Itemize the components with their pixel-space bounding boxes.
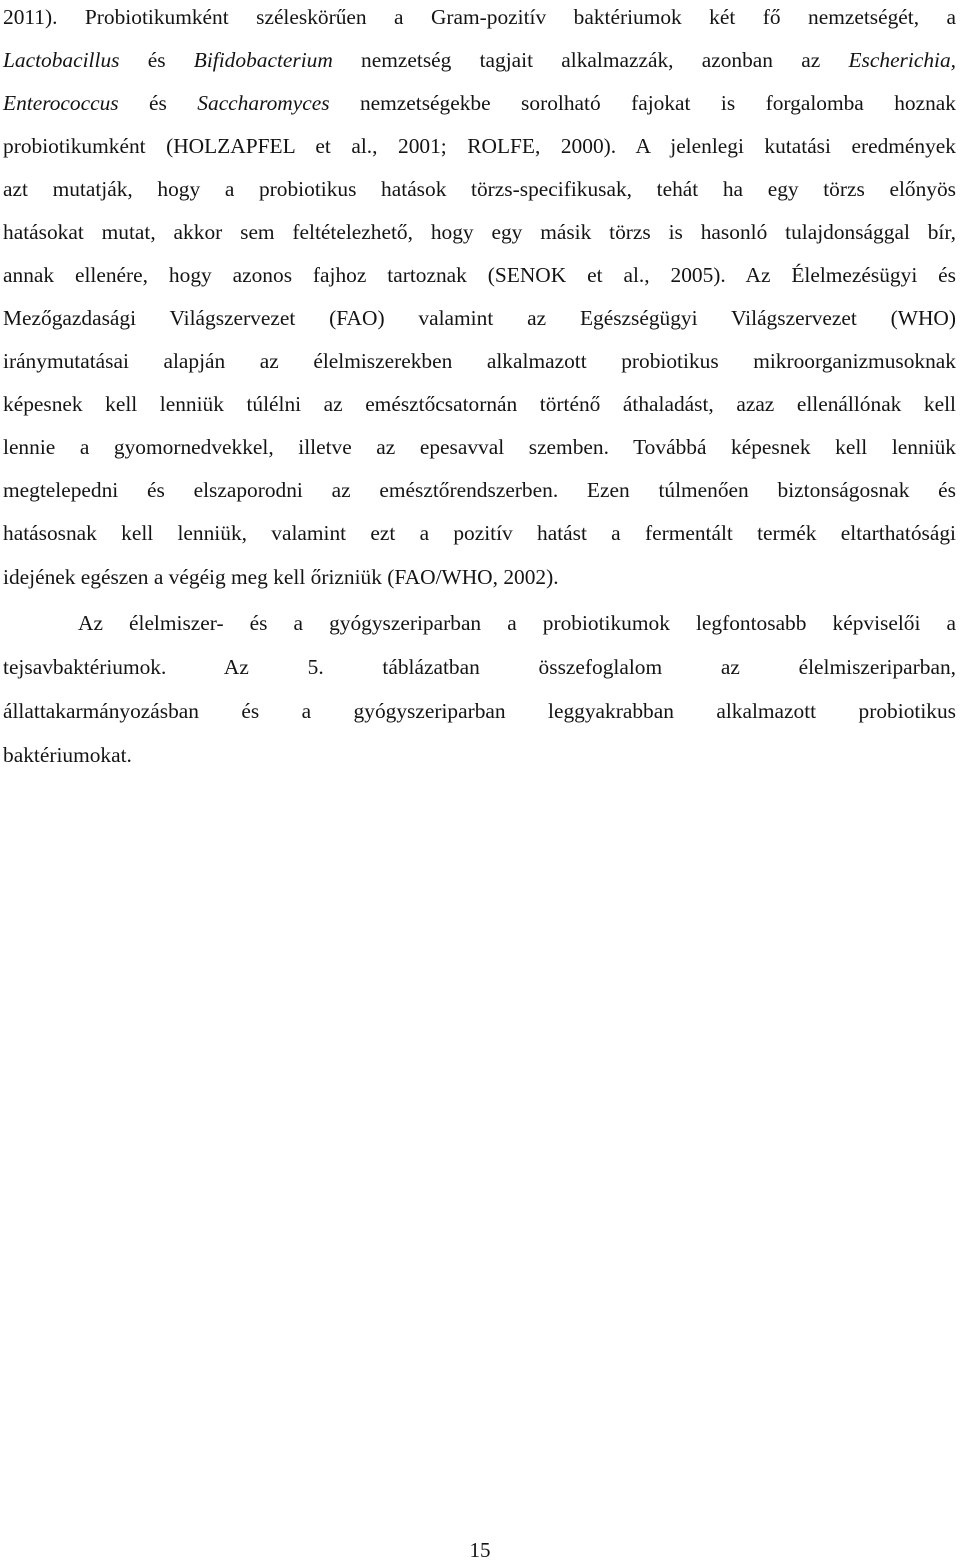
text-segment: nemzetség tagjait alkalmazzák, azonban az	[332, 48, 849, 72]
text-segment: és	[119, 48, 194, 72]
text-line	[3, 738, 956, 772]
text-segment: tejsavbaktériumok. Az 5. táblázatban összefoglalom az élelmiszeriparban,	[3, 655, 956, 679]
italic-genus-name: Saccharomyces	[197, 91, 330, 115]
text-line	[3, 650, 956, 684]
text-line	[3, 560, 956, 594]
text-segment: idejének egészen a végéig meg kell őrizniük (FAO/WHO, 2002).	[3, 565, 559, 589]
text-segment: annak ellenére, hogy azonos fajhoz tartoznak (SENOK et al., 2005). Az Élelmezésügyi és	[3, 263, 956, 287]
text-segment: állattakarmányozásban és a gyógyszeriparban leggyakrabban alkalmazott probiotikus	[3, 699, 956, 723]
text-line	[78, 606, 956, 640]
text-segment: azt mutatják, hogy a probiotikus hatások törzs-specifikusak, tehát ha egy törzs előnyös	[3, 177, 956, 201]
text-segment: lennie a gyomornedvekkel, illetve az epesavval szemben. Továbbá képesnek kell lenniük	[3, 435, 956, 459]
page-number: 15	[469, 1538, 491, 1562]
text-line	[3, 301, 956, 335]
text-line	[3, 516, 956, 550]
text-segment: hatásosnak kell lenniük, valamint ezt a pozitív hatást a fermentált termék eltarthatósági	[3, 521, 956, 545]
text-line	[3, 0, 956, 34]
text-segment: baktériumokat.	[3, 743, 132, 767]
italic-genus-name: Lactobacillus	[3, 48, 120, 72]
text-line	[3, 387, 956, 421]
text-segment: iránymutatásai alapján az élelmiszerekben alkalmazott probiotikus mikroorganizmusoknak	[3, 349, 956, 373]
text-line	[3, 694, 956, 728]
text-line	[3, 86, 956, 120]
text-line	[3, 215, 956, 249]
text-line	[3, 129, 956, 163]
text-line	[3, 473, 956, 507]
italic-genus-name: Enterococcus	[3, 91, 119, 115]
text-segment: probiotikumként (HOLZAPFEL et al., 2001; ROLFE, 2000). A jelenlegi kutatási eredmények	[3, 134, 956, 158]
text-segment: 2011). Probiotikumként széleskörűen a Gram-pozitív baktériumok két fő nemzetségét, a	[3, 5, 956, 29]
text-segment: Az élelmiszer- és a gyógyszeriparban a probiotikumok legfontosabb képviselői a	[78, 611, 956, 635]
text-line	[3, 258, 956, 292]
text-segment: hatásokat mutat, akkor sem feltételezhető, hogy egy másik törzs is hasonló tulajdonsággal bír,	[3, 220, 956, 244]
text-segment: megtelepedni és elszaporodni az emésztőrendszerben. Ezen túlmenően biztonságosnak és	[3, 478, 956, 502]
italic-genus-name: Escherichia,	[848, 48, 957, 72]
text-segment: és	[118, 91, 198, 115]
text-line	[3, 344, 956, 378]
text-line	[3, 430, 956, 464]
text-line	[3, 43, 956, 77]
text-segment: nemzetségekbe sorolható fajokat is forgalomba hoznak	[329, 91, 956, 115]
text-line	[3, 172, 956, 206]
italic-genus-name: Bifidobacterium	[193, 48, 333, 72]
text-segment: Mezőgazdasági Világszervezet (FAO) valamint az Egészségügyi Világszervezet (WHO)	[3, 306, 956, 330]
text-segment: képesnek kell lenniük túlélni az emésztőcsatornán történő áthaladást, azaz ellenállónak kell	[3, 392, 956, 416]
